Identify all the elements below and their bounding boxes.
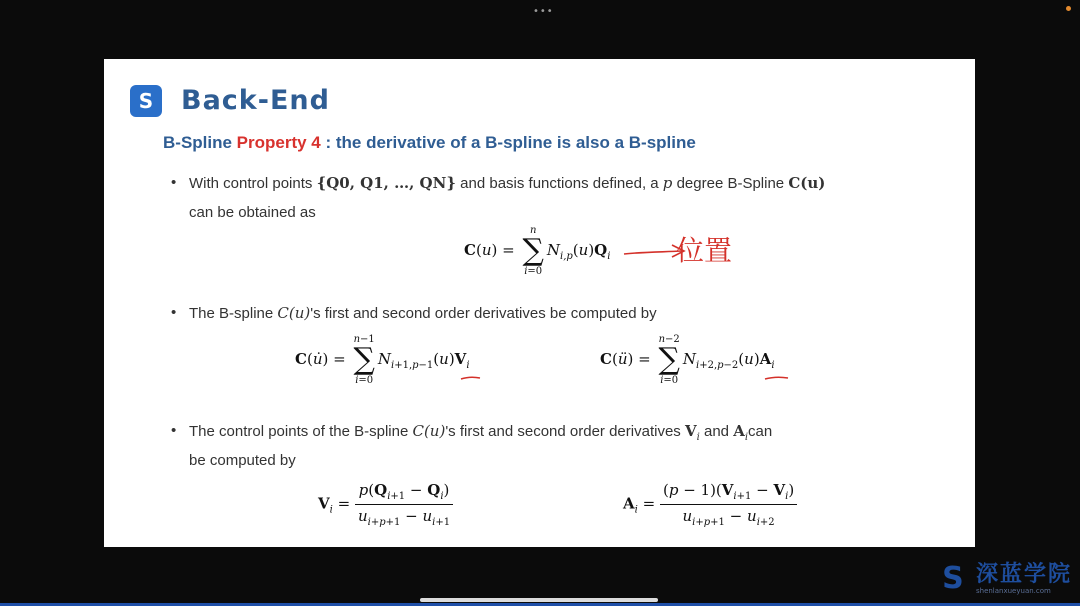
- slide-subtitle: [163, 133, 696, 153]
- bullet-1-line-1: With control points {Q0, Q1, …, QN} and basis functions defined, a p degree B-Spline C(u): [189, 174, 826, 192]
- slide-title: Back-End: [181, 85, 330, 116]
- subtitle-rest: : the derivative of a B-spline is also a B-spline: [320, 133, 696, 152]
- watermark-cn: 深蓝学院: [975, 562, 1072, 587]
- underline-mark: [460, 374, 484, 382]
- bullet-2-line-1: The B-spline C(u)'s first and second order derivatives be computed by: [189, 304, 657, 322]
- equation-v: $V_i$ = $\frac{p(Q_{i+1} - Q_i)}{u_{i+p+1} - u_{i+1}}$: [318, 481, 453, 528]
- bullet-3-line-2: be computed by: [189, 452, 296, 469]
- bullet-dot: •: [171, 304, 177, 321]
- bullet-3-line-1: The control points of the B-spline C(u)'s first and second order derivatives $V_i$ and $A_ican$: [189, 422, 773, 443]
- subtitle-highlight: Property 4: [236, 133, 321, 152]
- bullet-1-line-2: can be obtained as: [189, 204, 316, 221]
- bullet-dot: •: [171, 174, 177, 191]
- underline-mark: [764, 374, 792, 382]
- slide: [104, 59, 975, 547]
- status-indicator: [1066, 6, 1071, 11]
- watermark-logo-icon: S: [942, 561, 964, 596]
- watermark: [936, 562, 1072, 596]
- subtitle-lead: B-Spline: [163, 133, 237, 152]
- annotation-position: 位置: [676, 234, 733, 267]
- watermark-text: [976, 563, 1072, 595]
- equation-curve: C(u) = n ∑ $i=0N_{i,p}(u)Q_i$: [464, 225, 611, 277]
- equation-first-derivative: C(u̇) = n−1 ∑ $i=0N_{i+1,p-1}(u)V_i$: [295, 334, 470, 386]
- logo-icon: S: [130, 85, 162, 117]
- watermark-en: shenlanxueyuan.com: [975, 587, 1051, 595]
- equation-a: $A_i$ = $\frac{(p - 1)(V_{i+1} - V_i)}{u_{i+p+1} - u_{i+2}}$: [623, 481, 797, 528]
- home-indicator[interactable]: [420, 598, 658, 602]
- equation-second-derivative: C(ü) = n−2 ∑ $i=0N_{i+2,p-2}(u)A_i$: [600, 334, 775, 386]
- window-dots[interactable]: •••: [533, 6, 554, 17]
- bullet-dot: •: [171, 422, 177, 439]
